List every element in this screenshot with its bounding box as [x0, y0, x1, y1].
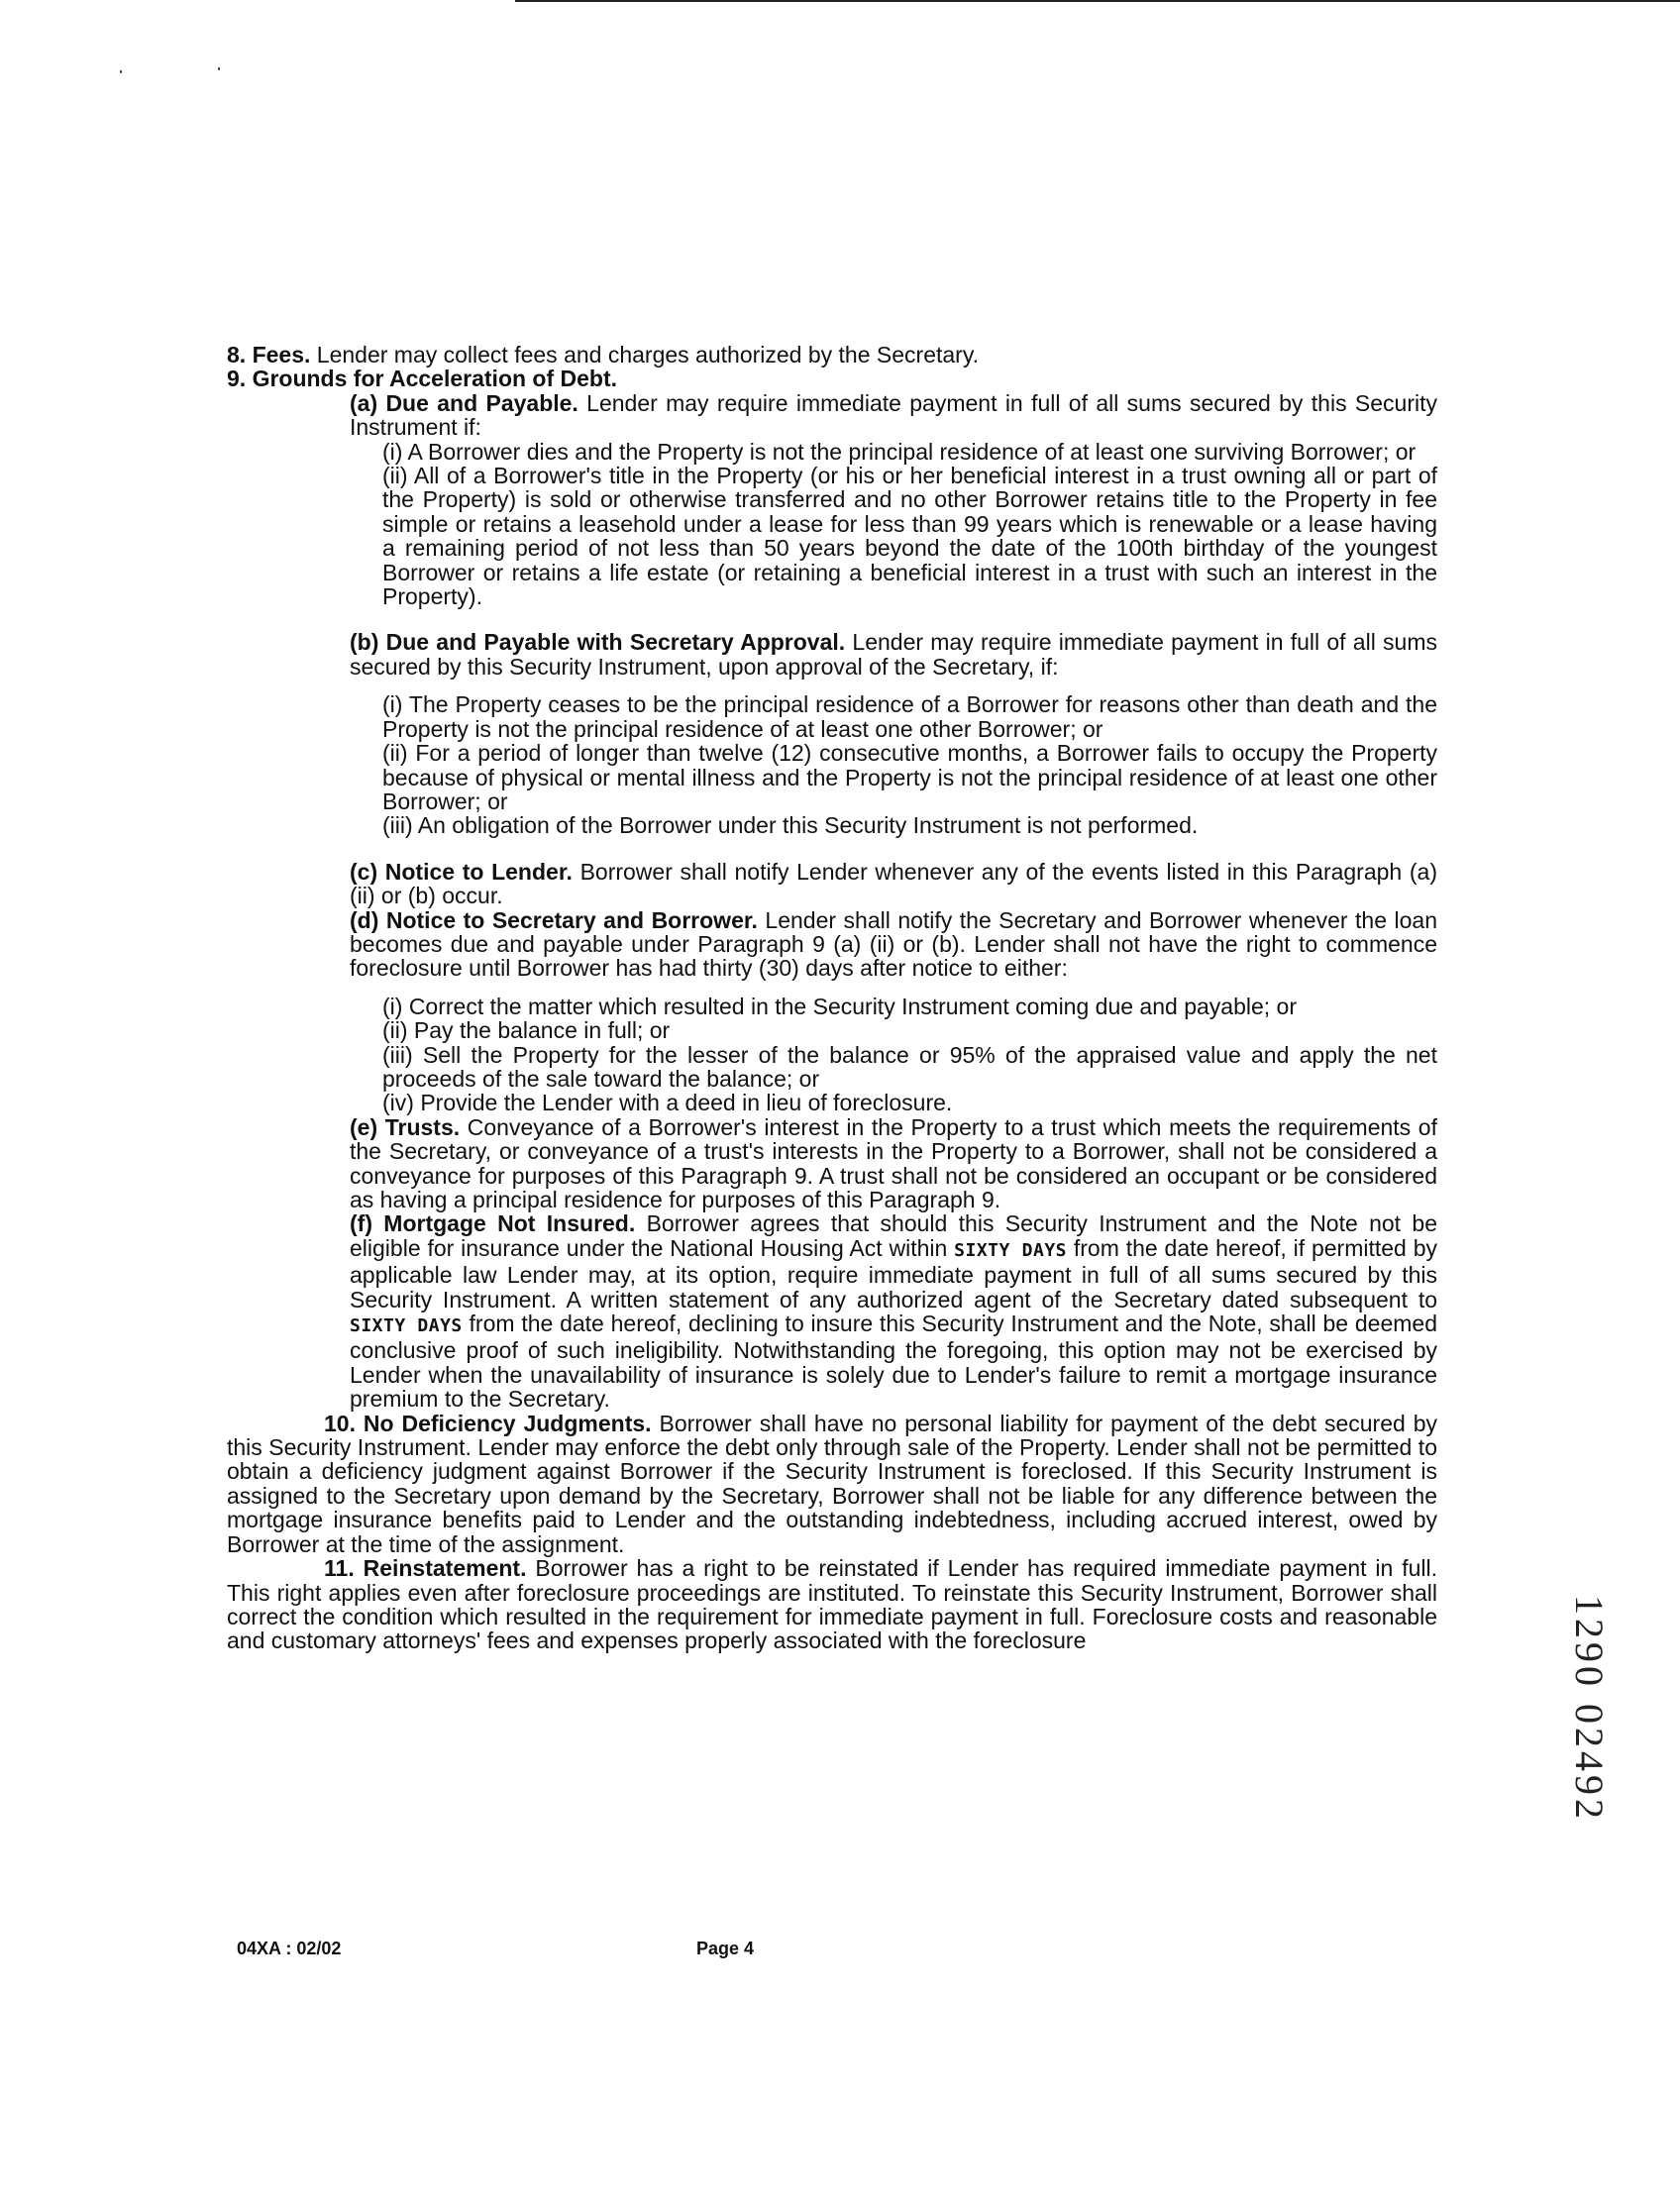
paragraph-heading: 8. Fees.: [227, 342, 311, 368]
paragraph-text: Borrower has a right to be reinstated if Lender has required immediate payment in full. This right applies even after foreclosure proceedings are instituted. To reinstate this Security Instrument, Borrower shall correct the condition which resulted in the requirement for immediate payment in full. Foreclosure costs and reasonable and customary attorneys' fees and expenses properly associated with the foreclosure: [227, 1555, 1437, 1654]
paragraph: [227, 464, 1437, 608]
paragraph-mortgage-not-insured: [227, 1211, 1437, 1411]
paragraph-heading: (e) Trusts.: [350, 1113, 461, 1140]
paragraph-text: Borrower shall notify Lender whenever any of the events listed in this Paragraph (a) (ii) or (b) occur.: [350, 858, 1437, 909]
form-code: 04XA : 02/02: [237, 1939, 342, 1958]
paragraph-11: [227, 1556, 1437, 1653]
insurance-period: SIXTY DAYS: [954, 1239, 1068, 1261]
paragraph-heading: 10. No Deficiency Judgments.: [324, 1410, 652, 1436]
paragraph-text: from the date hereof, declining to insure this Security Instrument and the Note, shall be deemed conclusive proof of such ineligibility. Notwithstanding the foregoing, this option may not be exercised by Lender when the unavailability of insurance is solely due to Lender's failure to remit a mortgage insurance premium to the Secretary.: [350, 1311, 1437, 1413]
paragraph: [227, 1091, 1437, 1114]
paragraph: [227, 908, 1437, 981]
recording-stamp: 1290 02492: [1567, 1595, 1612, 1823]
paragraph-heading: (a) Due and Payable.: [350, 389, 578, 416]
paragraph: [227, 860, 1437, 908]
paragraph-text: (iv) Provide the Lender with a deed in lieu of foreclosure.: [382, 1090, 953, 1116]
paragraph-heading: (c) Notice to Lender.: [350, 858, 573, 885]
page-number: Page 4: [696, 1939, 755, 1958]
paragraph-text: Lender may require immediate payment in full of all sums secured by this Security Instrument, upon approval of the Secretary, if:: [350, 629, 1437, 680]
paragraph-heading: (d) Notice to Secretary and Borrower.: [350, 906, 758, 933]
document-body: [227, 343, 1437, 1653]
paragraph-text: Lender may collect fees and charges authorized by the Secretary.: [310, 342, 980, 368]
paragraph: [227, 995, 1437, 1018]
paragraph: [227, 367, 1437, 390]
paragraph-text: Conveyance of a Borrower's interest in the Property to a trust which meets the requirements of the Secretary, or conveyance of a trust's interests in the Property to a Borrower, shall not be considered a conveyance for purposes of this Paragraph 9. A trust shall not be considered an occupant or be considered as having a principal residence for purposes of this Paragraph 9.: [350, 1113, 1437, 1212]
scan-top-rule: [515, 0, 1680, 2]
paragraph: [227, 391, 1437, 440]
paragraph-text: (i) The Property ceases to be the principal residence of a Borrower for reasons other than death and the Property is not the principal residence of at least one other Borrower; or: [382, 691, 1437, 742]
paragraph-text: (i) Correct the matter which resulted in the Security Instrument coming due and payable; or: [382, 993, 1297, 1019]
paragraph: [227, 630, 1437, 679]
paragraph-heading: (b) Due and Payable with Secretary Approval.: [350, 629, 846, 656]
paragraph: [227, 1018, 1437, 1042]
paragraph-10: [227, 1412, 1437, 1556]
paragraph: [227, 343, 1437, 367]
scan-speck: [218, 67, 220, 70]
paragraph-text: (ii) Pay the balance in full; or: [382, 1017, 671, 1044]
paragraph: [227, 741, 1437, 813]
paragraph-text: Borrower agrees that should this Security Instrument and the Note not be eligible for insurance under the National Housing Act within: [350, 1210, 1437, 1261]
paragraph-heading: 9. Grounds for Acceleration of Debt.: [227, 366, 618, 392]
paragraph: [227, 813, 1437, 837]
paragraph-text: (i) A Borrower dies and the Property is not the principal residence of at least one surviving Borrower; or: [382, 438, 1417, 465]
paragraph: [227, 692, 1437, 741]
paragraph-text: (iii) An obligation of the Borrower under this Security Instrument is not performed.: [382, 812, 1199, 839]
paragraph: [227, 1043, 1437, 1092]
insurance-period: SIXTY DAYS: [350, 1315, 463, 1337]
page-footer: [237, 1939, 831, 1959]
paragraph-list: [227, 343, 1437, 1211]
paragraph-heading: 11. Reinstatement.: [324, 1555, 527, 1582]
paragraph: [227, 1115, 1437, 1212]
paragraph-text: Borrower shall have no personal liability for payment of the debt secured by this Security Instrument. Lender may enforce the debt only through sale of the Property. Lender shall not be permitted to obtain a deficiency judgment against Borrower if the Security Instrument is foreclosed. If this Security Instrument is assigned to the Secretary upon demand by the Secretary, Borrower shall not be liable for any difference between the mortgage insurance benefits paid to Lender and the outstanding indebtedness, including accrued interest, owed by Borrower at the time of the assignment.: [227, 1410, 1437, 1557]
paragraph-text: (iii) Sell the Property for the lesser of the balance or 95% of the appraised value and apply the net proceeds of the sale toward the balance; or: [382, 1041, 1437, 1092]
paragraph-text: Lender may require immediate payment in full of all sums secured by this Security Instrument if:: [350, 389, 1437, 441]
scan-speck: [120, 70, 122, 73]
paragraph-heading: (f) Mortgage Not Insured.: [350, 1210, 636, 1237]
paragraph: [227, 440, 1437, 464]
paragraph-text: Lender shall notify the Secretary and Borrower whenever the loan becomes due and payable under Paragraph 9 (a) (ii) or (b). Lender shall not have the right to commence foreclosure until Borrower has had thirty (30) days after notice to either:: [350, 906, 1437, 982]
paragraph-text: (ii) For a period of longer than twelve (12) consecutive months, a Borrower fails to occupy the Property because of physical or mental illness and the Property is not the principal residence of at least one other Borrower; or: [382, 740, 1437, 814]
paragraph-text: (ii) All of a Borrower's title in the Property (or his or her beneficial interest in a trust owning all or part of the Property) is sold or otherwise transferred and no other Borrower retains title to the Property in fee simple or retains a leasehold under a lease for less than 99 years which is renewable or a lease having a remaining period of not less than 50 years beyond the date of the 100th birthday of the youngest Borrower or retains a life estate (or retaining a beneficial interest in a trust with such an interest in the Property).: [382, 463, 1437, 610]
paragraph-text: from the date hereof, if permitted by applicable law Lender may, at its option, require immediate payment in full of all sums secured by this Security Instrument. A written statement of any authorized agent of the Secretary dated subsequent to: [350, 1234, 1437, 1312]
